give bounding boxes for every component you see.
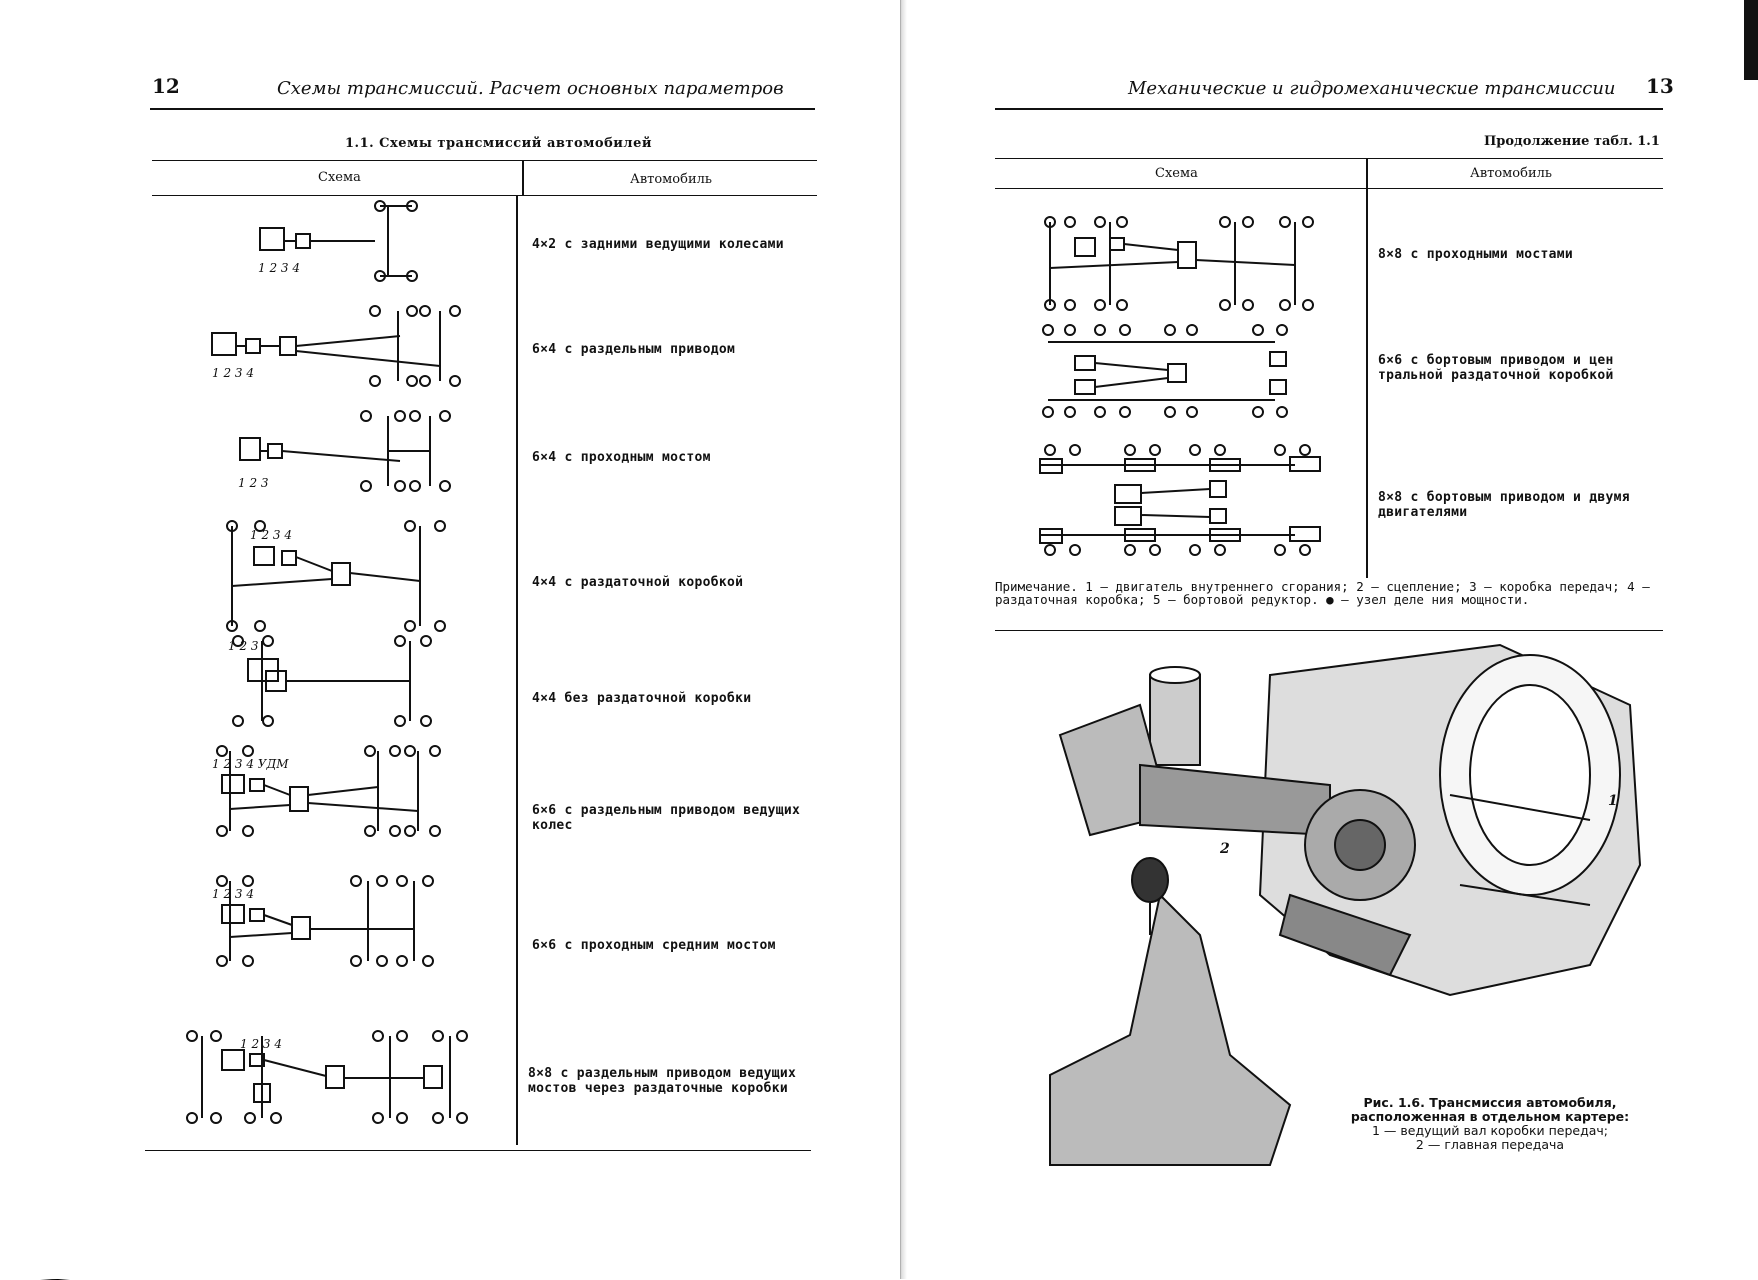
- vehicle-cell-6: 6×6 с раздельным приводом ведущих колес: [532, 803, 801, 833]
- figure-caption-legend-1: 1 — ведущий вал коробки передач;: [1371, 1123, 1608, 1138]
- vehicle-cell-1: 4×2 с задними ведущими колесами: [532, 237, 784, 252]
- table-note: Примечание. 1 — двигатель внутреннего сгорания; 2 — сцепление; 3 — коробка передач; 4 — раздаточная коробка; 5 — бортовой редуктор. ● — узел деле ния мощности.: [995, 579, 1650, 607]
- schema-label: 1 2 3: [228, 639, 259, 653]
- figure-caption-title: Рис. 1.6. Трансмиссия автомобиля, расположенная в отдельном картере:: [1350, 1095, 1630, 1124]
- schema-row-3: [240, 411, 450, 491]
- running-title-right: Механические и гидромеханические трансмиссии: [1128, 78, 1616, 99]
- table-column-divider-right: [1366, 158, 1368, 578]
- schema-row-r3: [1040, 445, 1320, 555]
- vehicle-cell-7: 6×6 с проходным средним мостом: [532, 938, 776, 953]
- schema-label: 1 2 3 4: [212, 887, 254, 901]
- schema-label: 1 2 3 4: [250, 528, 292, 542]
- header-column-divider: [522, 160, 524, 195]
- schema-row-8: [187, 1031, 467, 1123]
- vehicle-cell-8: 8×8 с раздельным приводом ведущих мостов через раздаточные коробки: [528, 1066, 797, 1096]
- schema-label: 1 2 3 4: [258, 261, 300, 275]
- figure-caption: [1340, 1096, 1640, 1152]
- callout-2: 2: [1220, 841, 1230, 857]
- running-title-left: Схемы трансмиссий. Расчет основных параметров: [277, 78, 784, 99]
- callout-1: 1: [1608, 793, 1618, 809]
- schema-row-r2: [1043, 325, 1287, 417]
- schema-label: 1 2 3 4: [240, 1037, 282, 1051]
- vehicle-cell-5: 4×4 без раздаточной коробки: [532, 691, 752, 706]
- schema-diagrams-left: [150, 196, 510, 1146]
- table-top-rule: [152, 160, 817, 161]
- table-header-rule-right: [995, 188, 1663, 189]
- figure-caption-legend-2: 2 — главная передача: [1415, 1137, 1565, 1152]
- schema-diagrams-right: [1030, 200, 1350, 570]
- vehicle-cell-r3: 8×8 с бортовым приводом и двумя двигателями: [1378, 490, 1630, 520]
- vehicle-cell-2: 6×4 с раздельным приводом: [532, 342, 736, 357]
- transmission-cutaway-illustration: [1030, 635, 1660, 1175]
- table-bottom-rule: [145, 1150, 811, 1151]
- table-caption: 1.1. Схемы трансмиссий автомобилей: [345, 136, 652, 151]
- vehicle-cell-3: 6×4 с проходным мостом: [532, 450, 711, 465]
- column-header-schema: Схема: [318, 170, 361, 185]
- table-column-divider: [516, 195, 518, 1145]
- schema-label: 1 2 3 4: [212, 366, 254, 380]
- table-top-rule-right: [995, 158, 1663, 159]
- vehicle-cell-r1: 8×8 с проходными мостами: [1378, 247, 1574, 262]
- schema-label: 1 2 3 4 УДМ: [212, 757, 289, 771]
- column-header-vehicle: Автомобиль: [630, 172, 712, 187]
- schema-label: 1 2 3: [238, 476, 269, 490]
- header-rule-right: [995, 108, 1663, 110]
- schema-row-r1: [1045, 217, 1313, 310]
- column-header-schema-right: Схема: [1155, 166, 1198, 181]
- schema-row-5: [233, 636, 431, 726]
- vehicle-cell-r2: 6×6 с бортовым приводом и цен тральной раздаточной коробкой: [1378, 353, 1614, 383]
- header-rule-left: [150, 108, 815, 110]
- note-bottom-rule: [995, 630, 1663, 631]
- vehicle-cell-4: 4×4 с раздаточной коробкой: [532, 575, 744, 590]
- scan-edge-right: [1744, 0, 1758, 80]
- page-number-left: 12: [152, 74, 180, 98]
- table-continuation-label: Продолжение табл. 1.1: [1484, 134, 1660, 149]
- column-header-vehicle-right: Автомобиль: [1470, 166, 1552, 181]
- page-number-right: 13: [1646, 74, 1674, 98]
